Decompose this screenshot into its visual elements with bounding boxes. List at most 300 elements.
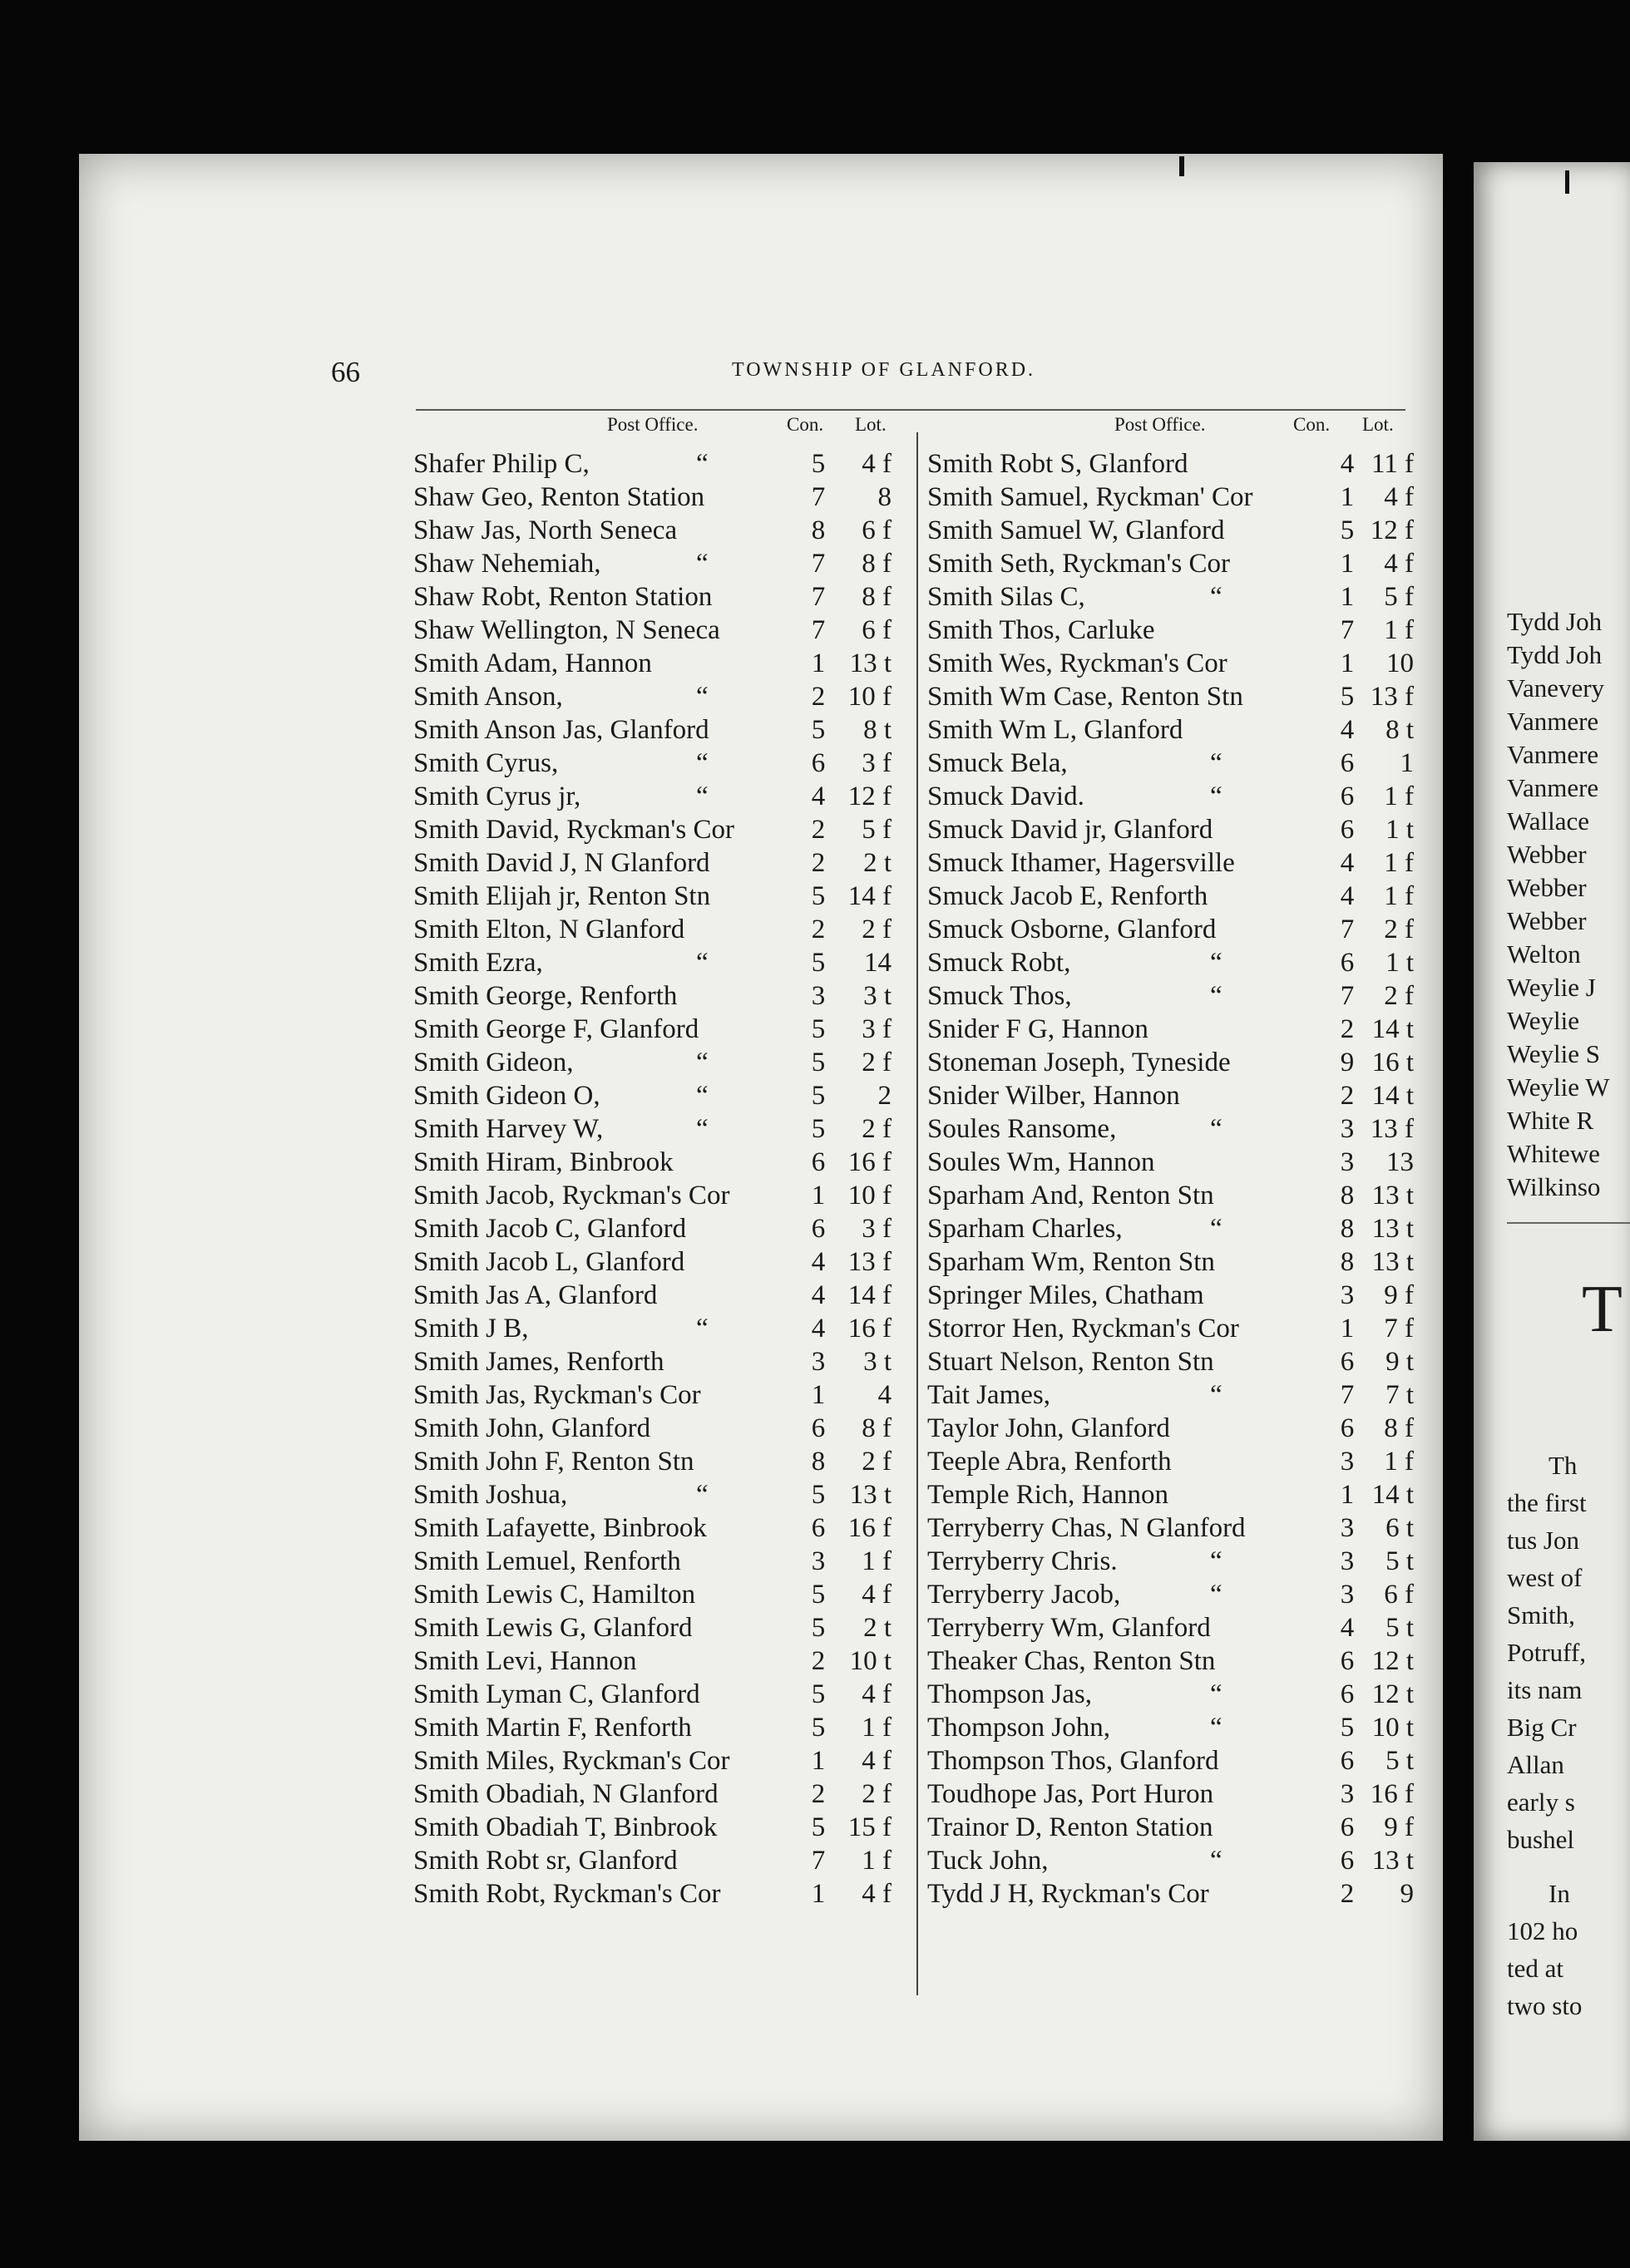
ditto-mark: “ [696,781,709,811]
facing-paragraph-line: Smith, [1507,1600,1575,1630]
entry-con: 7 [811,482,826,512]
directory-row [927,1081,1414,1114]
entry-con: 6 [811,1413,826,1443]
entry-name: Smith Lafayette, Binbrook [413,1513,707,1543]
entry-con: 6 [1340,1812,1355,1842]
entry-lot: 4 f [1384,482,1414,512]
directory-row [927,648,1414,682]
facing-list-line: Weylie S [1507,1039,1601,1068]
directory-row [927,682,1414,715]
entry-lot: 13 t [1371,1214,1414,1244]
scan-mark [1179,156,1184,176]
entry-name: Terryberry Chas, N Glanford [927,1513,1246,1543]
entry-lot: 1 [1400,748,1414,778]
facing-paragraph-line: two sto [1507,1991,1583,2020]
entry-con: 2 [811,1646,826,1676]
directory-row [927,1879,1414,1912]
entry-con: 2 [811,1779,826,1809]
entry-con: 6 [811,1513,826,1543]
entry-name: Smith Elton, N Glanford [413,915,685,944]
entry-name: Smith Jas, Ryckman's Cor [413,1380,701,1410]
directory-row [413,648,908,682]
ditto-mark: “ [1210,748,1222,778]
entry-name: Smuck Osborne, Glanford [927,915,1217,944]
entry-lot: 2 f [862,1114,892,1144]
entry-name: Smith Robt sr, Glanford [413,1846,678,1876]
directory-row [413,1513,908,1546]
entry-name: Smith George, Renforth [413,981,678,1011]
directory-row [413,515,908,549]
entry-lot: 16 f [847,1513,892,1543]
directory-row [413,1081,908,1114]
entry-lot: 9 [1400,1879,1414,1909]
directory-row [413,815,908,848]
entry-lot: 1 f [1384,848,1414,878]
left-lot-header: Lot. [855,414,887,435]
ditto-mark: “ [696,449,709,479]
entry-con: 7 [1340,981,1355,1011]
entry-name: Smith Samuel W, Glanford [927,515,1225,545]
entry-lot: 2 [877,1081,892,1111]
entry-lot: 9 f [1384,1812,1414,1842]
entry-name: Smith J B, [413,1314,529,1344]
directory-row [927,1646,1414,1679]
entry-lot: 7 t [1386,1380,1414,1410]
entry-lot: 4 f [862,1580,892,1610]
facing-list-line: Weylie [1507,1006,1580,1035]
entry-con: 6 [1340,781,1355,811]
directory-row [413,1048,908,1081]
entry-con: 4 [1340,881,1355,911]
entry-con: 5 [811,1713,826,1743]
directory-row [927,1014,1414,1048]
facing-list-line: Tydd Joh [1507,607,1603,636]
entry-con: 3 [1340,1447,1355,1477]
entry-name: Terryberry Jacob, [927,1580,1121,1610]
directory-row [413,682,908,715]
entry-lot: 13 t [1371,1247,1414,1277]
directory-row [927,1280,1414,1314]
entry-con: 7 [811,582,826,612]
ditto-mark: “ [1210,1214,1222,1244]
entry-lot: 4 [877,1380,892,1410]
entry-lot: 5 t [1386,1746,1414,1776]
directory-row [927,549,1414,582]
entry-con: 5 [811,948,826,978]
directory-row [927,1746,1414,1779]
entry-lot: 5 f [862,815,892,845]
entry-name: Taylor John, Glanford [927,1413,1170,1443]
entry-name: Smith Wm L, Glanford [927,715,1183,745]
entry-con: 6 [811,748,826,778]
directory-row [927,1812,1414,1846]
entry-con: 6 [811,1147,826,1177]
directory-row [413,881,908,915]
entry-con: 6 [811,1214,826,1244]
entry-con: 5 [811,1580,826,1610]
ditto-mark: “ [696,682,709,712]
directory-row [413,1646,908,1679]
ditto-mark: “ [696,1081,709,1111]
entry-lot: 2 f [1384,915,1414,944]
entry-name: Trainor D, Renton Station [927,1812,1213,1842]
entry-lot: 10 t [1371,1713,1414,1743]
entry-lot: 3 t [863,1347,892,1377]
facing-paragraph-line: its nam [1507,1675,1583,1704]
directory-row [927,1613,1414,1646]
directory-row [927,1147,1414,1181]
directory-row [927,1314,1414,1347]
ditto-mark: “ [696,1480,709,1510]
entry-con: 8 [811,1447,826,1477]
ditto-mark: “ [1210,948,1222,978]
entry-lot: 14 f [847,881,892,911]
directory-row [927,515,1414,549]
ditto-mark: “ [1210,1846,1222,1876]
directory-row [927,715,1414,748]
entry-con: 1 [1340,1314,1355,1344]
facing-paragraph-line: 102 ho [1507,1916,1578,1945]
right-entries [927,449,1414,1912]
directory-row [413,1679,908,1713]
entry-con: 4 [811,1314,826,1344]
entry-con: 3 [1340,1779,1355,1809]
facing-list-line: Vanevery [1507,673,1605,703]
entry-lot: 16 f [1370,1779,1414,1809]
entry-con: 5 [811,449,826,479]
entry-name: Smith David J, N Glanford [413,848,710,878]
directory-row [413,615,908,648]
ditto-mark: “ [696,1114,709,1144]
directory-row [413,1613,908,1646]
entry-name: Thompson John, [927,1713,1111,1743]
directory-row [927,1480,1414,1513]
facing-list-line: Vanmere [1507,740,1599,769]
directory-row [927,1114,1414,1147]
entry-con: 4 [1340,715,1355,745]
entry-con: 1 [1340,549,1355,579]
entry-name: Tait James, [927,1380,1050,1410]
entry-con: 6 [1340,1413,1355,1443]
ditto-mark: “ [1210,1380,1222,1410]
entry-name: Smith Lemuel, Renforth [413,1546,681,1576]
directory-row [927,1214,1414,1247]
directory-row [413,1147,908,1181]
entry-con: 1 [811,1746,826,1776]
entry-con: 4 [811,1247,826,1277]
directory-row [927,1580,1414,1613]
ditto-mark: “ [1210,1679,1222,1709]
entry-lot: 3 f [862,1014,892,1044]
entry-con: 5 [811,881,826,911]
directory-row [413,1114,908,1147]
directory-row [413,582,908,615]
facing-paragraph-line: Big Cr [1507,1713,1577,1742]
entry-name: Smith James, Renforth [413,1347,664,1377]
directory-row [927,1181,1414,1214]
entry-name: Terryberry Chris. [927,1546,1118,1576]
facing-paragraph-line: Allan [1507,1750,1564,1779]
entry-name: Smith Gideon O, [413,1081,600,1111]
entry-con: 8 [1340,1247,1355,1277]
entry-name: Temple Rich, Hannon [927,1480,1169,1510]
entry-lot: 6 f [862,515,892,545]
entry-con: 3 [811,981,826,1011]
entry-name: Smith Obadiah T, Binbrook [413,1812,718,1842]
entry-name: Smuck Ithamer, Hagersville [927,848,1235,878]
directory-row [927,748,1414,781]
directory-row [927,981,1414,1014]
ditto-mark: “ [1210,1713,1222,1743]
directory-row [413,1347,908,1380]
entry-lot: 5 f [1384,582,1414,612]
entry-name: Snider F G, Hannon [927,1014,1148,1044]
directory-row [927,1413,1414,1447]
facing-paragraph-line: In [1548,1879,1570,1908]
ditto-mark: “ [696,948,709,978]
facing-paragraph-line: west of [1507,1563,1583,1592]
entry-con: 3 [1340,1114,1355,1144]
directory-row [927,582,1414,615]
entry-name: Tuck John, [927,1846,1049,1876]
entry-con: 9 [1340,1048,1355,1077]
entry-lot: 2 t [863,1613,892,1643]
directory-row [413,1812,908,1846]
entry-name: Storror Hen, Ryckman's Cor [927,1314,1239,1344]
entry-con: 3 [1340,1147,1355,1177]
entry-lot: 8 f [1384,1413,1414,1443]
directory-row [927,1247,1414,1280]
entry-name: Smith Silas C, [927,582,1085,612]
directory-row [413,781,908,815]
directory-row [413,482,908,515]
entry-con: 5 [811,1480,826,1510]
entry-lot: 6 f [1384,1580,1414,1610]
entry-lot: 4 f [1384,549,1414,579]
entry-name: Thompson Jas, [927,1679,1092,1709]
entry-con: 1 [811,648,826,678]
facing-list-line: Wallace [1507,806,1590,836]
entry-lot: 8 f [862,549,892,579]
facing-list-line: Wilkinso [1507,1172,1601,1201]
entry-name: Smuck David jr, Glanford [927,815,1213,845]
entry-name: Smith Elijah jr, Renton Stn [413,881,711,911]
entry-name: Smith Wm Case, Renton Stn [927,682,1243,712]
entry-con: 2 [811,915,826,944]
entry-lot: 1 f [862,1546,892,1576]
entry-lot: 8 t [1386,715,1414,745]
directory-row [927,1846,1414,1879]
entry-lot: 1 f [862,1713,892,1743]
entry-con: 6 [1340,948,1355,978]
entry-con: 7 [811,1846,826,1876]
entry-lot: 2 f [1384,981,1414,1011]
entry-lot: 14 t [1371,1480,1414,1510]
entry-con: 2 [811,682,826,712]
entry-name: Shafer Philip C, [413,449,590,479]
directory-row [927,1713,1414,1746]
entry-name: Teeple Abra, Renforth [927,1447,1172,1477]
entry-con: 1 [811,1380,826,1410]
ditto-mark: “ [696,748,709,778]
directory-row [413,1214,908,1247]
entry-lot: 13 f [1370,682,1414,712]
entry-lot: 16 t [1371,1048,1414,1077]
entry-name: Smuck David. [927,781,1084,811]
facing-paragraph-line: tus Jon [1507,1526,1579,1555]
entry-name: Tydd J H, Ryckman's Cor [927,1879,1209,1909]
entry-lot: 2 f [862,1447,892,1477]
entry-name: Sparham Charles, [927,1214,1123,1244]
entry-lot: 13 f [1370,1114,1414,1144]
directory-row [927,1380,1414,1413]
entry-lot: 13 f [847,1247,892,1277]
directory-row [413,848,908,881]
directory-row [927,1048,1414,1081]
directory-row [413,1413,908,1447]
entry-name: Smith Seth, Ryckman's Cor [927,549,1230,579]
ditto-mark: “ [696,549,709,579]
directory-row [413,1447,908,1480]
directory-row [927,1513,1414,1546]
facing-list-line: Whitewe [1507,1139,1600,1168]
entry-con: 3 [1340,1280,1355,1310]
directory-row [413,948,908,981]
ditto-mark: “ [1210,1546,1222,1576]
entry-con: 7 [811,549,826,579]
entry-con: 6 [1340,1347,1355,1377]
entry-lot: 2 t [863,848,892,878]
directory-row [413,1580,908,1613]
entry-name: Smith Ezra, [413,948,543,978]
entry-name: Smith Joshua, [413,1480,568,1510]
entry-con: 5 [1340,1713,1355,1743]
entry-lot: 3 f [862,748,892,778]
facing-page [1474,162,1630,2141]
entry-lot: 14 t [1371,1014,1414,1044]
directory-row [413,1314,908,1347]
entry-name: Smith Lewis G, Glanford [413,1613,693,1643]
entry-lot: 1 f [1384,1447,1414,1477]
facing-list-line: Webber [1507,840,1587,869]
entry-lot: 13 t [849,648,892,678]
entry-con: 3 [811,1546,826,1576]
entry-con: 1 [811,1181,826,1210]
ditto-mark: “ [1210,781,1222,811]
entry-name: Terryberry Wm, Glanford [927,1613,1211,1643]
directory-row [413,748,908,781]
left-con-header: Con. [787,414,824,435]
directory-row [413,1746,908,1779]
facing-paragraph-line: bushel [1507,1825,1574,1854]
entry-con: 2 [1340,1014,1355,1044]
right-con-header: Con. [1293,414,1331,435]
entry-con: 4 [1340,449,1355,479]
entry-con: 4 [811,1280,826,1310]
entry-name: Toudhope Jas, Port Huron [927,1779,1214,1809]
entry-name: Smith Miles, Ryckman's Cor [413,1746,730,1776]
entry-con: 4 [1340,848,1355,878]
entry-lot: 6 f [862,615,892,645]
entry-lot: 4 f [862,1679,892,1709]
entry-name: Shaw Nehemiah, [413,549,601,579]
entry-lot: 14 [864,948,892,978]
entry-con: 5 [811,715,826,745]
entry-name: Smith Obadiah, N Glanford [413,1779,719,1809]
entry-con: 3 [1340,1513,1355,1543]
entry-name: Smith Cyrus, [413,748,559,778]
entry-name: Sparham And, Renton Stn [927,1181,1214,1210]
entry-name: Soules Ransome, [927,1114,1117,1144]
entry-con: 8 [1340,1181,1355,1210]
entry-con: 4 [1340,1613,1355,1643]
entry-con: 3 [1340,1580,1355,1610]
directory-row [413,1247,908,1280]
entry-name: Smith Robt S, Glanford [927,449,1188,479]
facing-paragraph-line: Th [1548,1451,1578,1480]
entry-lot: 4 f [862,1746,892,1776]
entry-lot: 10 f [847,1181,892,1210]
directory-row [927,449,1414,482]
entry-con: 8 [1340,1214,1355,1244]
entry-lot: 2 f [862,1048,892,1077]
entry-name: Shaw Geo, Renton Station [413,482,705,512]
facing-list-line: Webber [1507,906,1587,935]
entry-name: Smith Hiram, Binbrook [413,1147,674,1177]
entry-name: Smith Harvey W, [413,1114,604,1144]
directory-row [413,1779,908,1812]
directory-row [413,715,908,748]
directory-row [927,948,1414,981]
directory-row [927,1546,1414,1580]
entry-lot: 16 f [847,1314,892,1344]
directory-row [927,615,1414,648]
directory-row [413,1879,908,1912]
entry-con: 1 [1340,648,1355,678]
entry-con: 5 [811,1679,826,1709]
entry-name: Shaw Wellington, N Seneca [413,615,720,645]
entry-name: Smith Anson Jas, Glanford [413,715,709,745]
ditto-mark: “ [1210,582,1222,612]
entry-con: 5 [811,1048,826,1077]
facing-list-line: Vanmere [1507,707,1599,736]
entry-name: Smuck Jacob E, Renforth [927,881,1208,911]
directory-row [413,1480,908,1513]
entry-name: Soules Wm, Hannon [927,1147,1155,1177]
entry-lot: 8 f [862,582,892,612]
entry-lot: 8 f [862,1413,892,1443]
facing-list-line: Tydd Joh [1507,640,1603,669]
directory-row [927,781,1414,815]
entry-name: Smith Robt, Ryckman's Cor [413,1879,721,1909]
entry-con: 6 [1340,1646,1355,1676]
entry-lot: 12 t [1371,1646,1414,1676]
ditto-mark: “ [1210,981,1222,1011]
entry-lot: 14 t [1371,1081,1414,1111]
entry-con: 5 [811,1014,826,1044]
entry-name: Smuck Thos, [927,981,1072,1011]
entry-lot: 10 f [847,682,892,712]
entry-lot: 7 f [1384,1314,1414,1344]
facing-rule [1507,1222,1630,1224]
entry-lot: 1 f [1384,881,1414,911]
directory-row [927,482,1414,515]
facing-list-line: Weylie J [1507,973,1596,1002]
entry-con: 5 [811,1114,826,1144]
entry-name: Smith Anson, [413,682,563,712]
entry-lot: 10 t [849,1646,892,1676]
entry-name: Smuck Bela, [927,748,1068,778]
